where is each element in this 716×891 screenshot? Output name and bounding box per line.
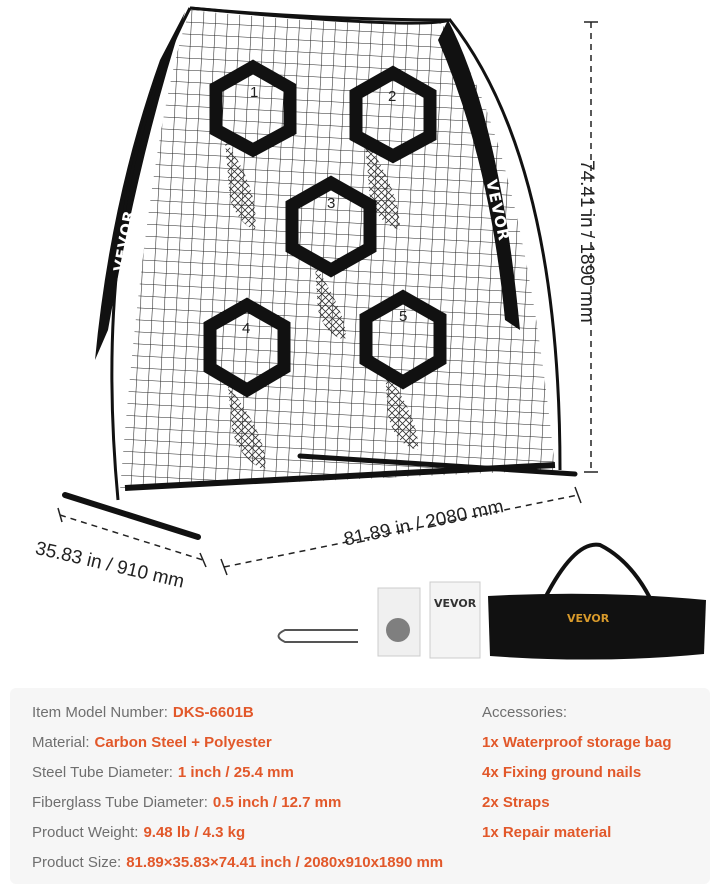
spec-label: Item Model Number: — [32, 704, 168, 721]
spec-value: 9.48 lb / 4.3 kg — [143, 824, 246, 841]
spec-row-size — [32, 854, 443, 871]
spec-value: DKS-6601B — [172, 704, 254, 721]
spec-row-fiberglass-tube — [32, 794, 341, 811]
spec-value: 81.89×35.83×74.41 inch / 2080x910x1890 mm — [126, 854, 444, 871]
accessories-title: Accessories: — [482, 704, 568, 721]
accessory-item: 1x Waterproof storage bag — [482, 734, 672, 751]
net-brand-left: VEVOR — [110, 208, 139, 274]
ground-nail — [279, 630, 359, 642]
target-number-4: 4 — [242, 320, 251, 337]
spec-label: Steel Tube Diameter: — [32, 764, 173, 781]
bag-handle — [545, 545, 650, 598]
spec-panel — [10, 688, 710, 884]
base-bar-side — [65, 495, 198, 537]
width-dimension-label: 81.89 in / 2080 mm — [342, 496, 506, 551]
target-number-5: 5 — [399, 308, 408, 325]
repair-kit-box — [430, 582, 480, 658]
spec-row-steel-tube — [32, 764, 294, 781]
accessory-item: 1x Repair material — [482, 824, 612, 841]
bag-brand-logo: VEVOR — [567, 612, 610, 625]
depth-dimension-label: 35.83 in / 910 mm — [33, 538, 187, 593]
box-brand-logo: VEVOR — [434, 597, 477, 610]
spec-row-weight — [32, 824, 245, 841]
spec-label: Fiberglass Tube Diameter: — [32, 794, 208, 811]
spec-value: Carbon Steel + Polyester — [94, 734, 272, 751]
spec-label: Product Size: — [32, 854, 122, 871]
spec-value: 0.5 inch / 12.7 mm — [212, 794, 342, 811]
target-number-3: 3 — [327, 195, 336, 212]
spec-label: Material: — [32, 734, 90, 751]
target-number-1: 1 — [250, 84, 259, 101]
net-brand-right: VEVOR — [482, 178, 513, 243]
storage-bag — [488, 594, 706, 660]
spec-row-model — [32, 704, 254, 721]
spec-label: Product Weight: — [32, 824, 139, 841]
accessory-item: 4x Fixing ground nails — [482, 764, 642, 781]
target-number-2: 2 — [388, 88, 397, 105]
accessory-item: 2x Straps — [482, 794, 550, 811]
spec-value: 1 inch / 25.4 mm — [177, 764, 294, 781]
spec-row-material — [32, 734, 272, 751]
height-dimension-label: 74.41 in / 1890 mm — [576, 160, 597, 323]
